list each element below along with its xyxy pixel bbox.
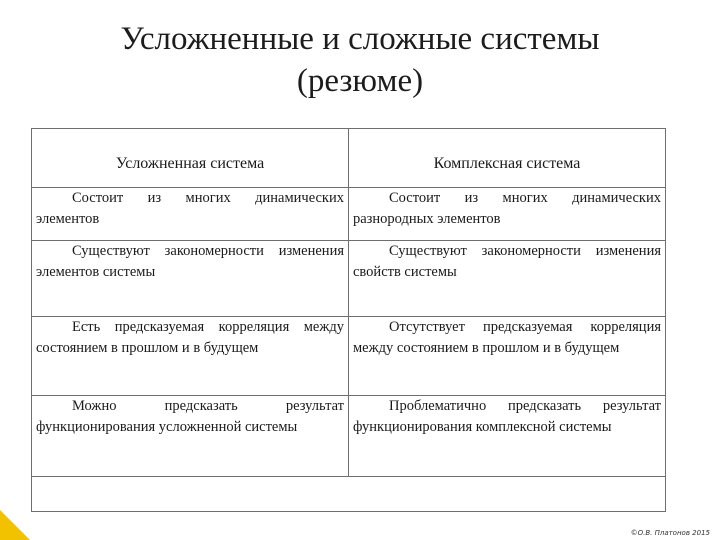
table-cell: Отсутствует предсказуемая корреляция между состоянием в прошлом и в будущем bbox=[349, 317, 666, 396]
corner-decoration bbox=[0, 510, 30, 540]
title-line-1: Усложненные и сложные системы bbox=[120, 21, 600, 57]
table-cell: Можно предсказать результат функционирования усложненной системы bbox=[32, 396, 349, 477]
table-cell-empty bbox=[32, 477, 666, 512]
header-complex-system: Комплексная система bbox=[349, 129, 666, 188]
copyright-footer: ©О.В. Платонов 2015 bbox=[630, 529, 710, 537]
table-cell: Состоит из многих динамических элементов bbox=[32, 188, 349, 241]
table-cell: Существуют закономерности изменения элементов системы bbox=[32, 241, 349, 317]
table-cell: Состоит из многих динамических разнородных элементов bbox=[349, 188, 666, 241]
table-row bbox=[32, 188, 666, 241]
header-complicated-system: Усложненная система bbox=[32, 129, 349, 188]
comparison-table bbox=[31, 128, 666, 512]
title-line-2: (резюме) bbox=[296, 63, 424, 99]
table-row-empty bbox=[32, 477, 666, 512]
slide-title bbox=[60, 18, 660, 102]
table-row bbox=[32, 317, 666, 396]
table-header-row bbox=[32, 129, 666, 188]
table-row bbox=[32, 396, 666, 477]
table-cell: Проблематично предсказать результат функционирования комплексной системы bbox=[349, 396, 666, 477]
table-cell: Существуют закономерности изменения свойств системы bbox=[349, 241, 666, 317]
table-row bbox=[32, 241, 666, 317]
table-cell: Есть предсказуемая корреляция между состоянием в прошлом и в будущем bbox=[32, 317, 349, 396]
